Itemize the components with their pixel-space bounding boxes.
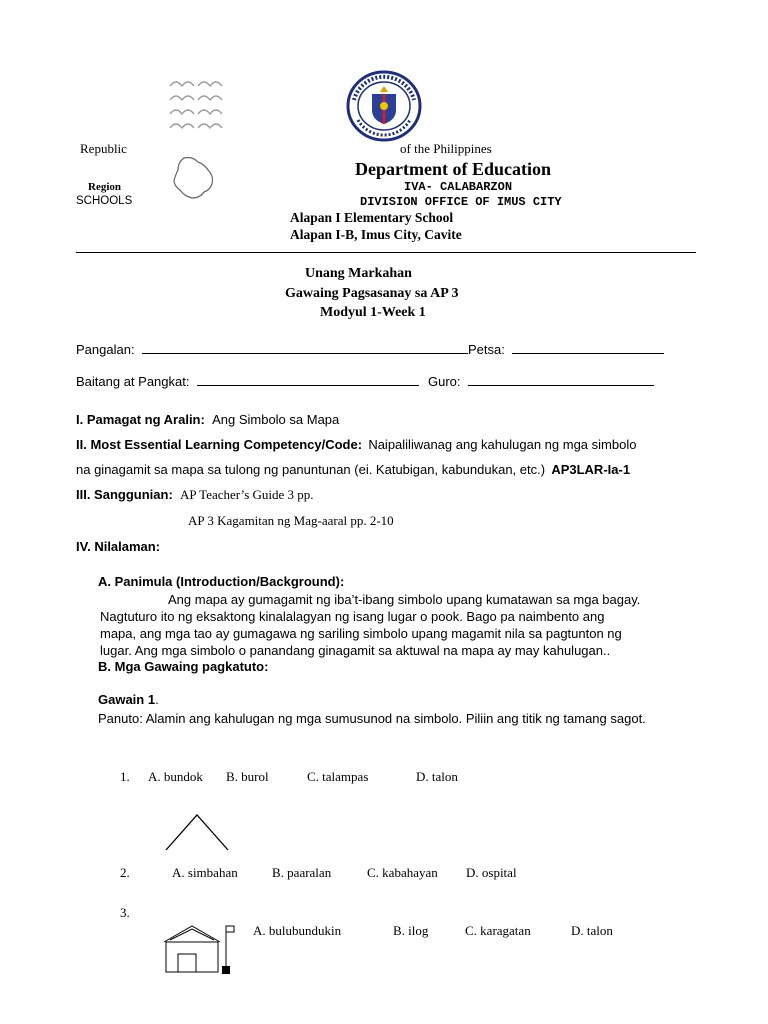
grade-label: Baitang at Pangkat: — [76, 374, 190, 389]
deped-seal-icon — [346, 70, 422, 142]
teacher-field[interactable] — [428, 374, 654, 389]
q1-choice-c[interactable]: C. talampas — [307, 769, 369, 784]
section-2-value-line2: na ginagamit sa mapa sa tulong ng panuntunan (ei. Katubigan, kabundukan, etc.) — [76, 462, 546, 477]
quarter-title: Unang Markahan — [305, 266, 412, 281]
reference-2: AP 3 Kagamitan ng Mag-aaral pp. 2-10 — [188, 513, 394, 528]
question-3-number: 3. — [120, 905, 130, 920]
q3-choice-d[interactable]: D. talon — [571, 923, 613, 938]
republic-right-text: of the Philippines — [400, 141, 492, 156]
date-label: Petsa: — [468, 342, 505, 357]
q2-choice-b[interactable]: B. paaralan — [272, 865, 332, 880]
competency-code: AP3LAR-Ia-1 — [551, 462, 631, 477]
reference-1: AP Teacher’s Guide 3 pp. — [180, 487, 314, 502]
gawain-title — [98, 692, 159, 707]
school-name: Alapan I Elementary School — [290, 210, 454, 225]
republic-left-text: Republic — [80, 141, 127, 156]
activities-heading: B. Mga Gawaing pagkatuto: — [98, 659, 269, 674]
name-field[interactable] — [76, 342, 468, 357]
school-address: Alapan I-B, Imus City, Cavite — [290, 227, 462, 242]
q1-choice-d[interactable]: D. talon — [416, 769, 458, 784]
section-2-value-line1: Naipaliliwanag ang kahulugan ng mga simbolo — [368, 437, 637, 452]
q3-choice-c[interactable]: C. karagatan — [465, 923, 531, 938]
intro-line-2: Nagtuturo ito ng eksaktong kinalalagyan ng isang lugar o pook. Bago pa naimbento ang — [100, 609, 605, 624]
region-name: IVA- CALABARZON — [404, 180, 513, 194]
department-title: Department of Education — [355, 159, 551, 179]
gawain-period: . — [155, 692, 159, 707]
grade-blank[interactable] — [197, 374, 419, 386]
section-competency-row-2 — [76, 462, 630, 478]
q1-choice-a[interactable]: A. bundok — [148, 769, 203, 784]
section-title-row — [76, 412, 339, 428]
instructions-text: Panuto: Alamin ang kahulugan ng mga sumusunod na simbolo. Piliin ang titik ng tamang sagot. — [98, 711, 646, 726]
waves-icon — [166, 72, 234, 132]
question-1-number: 1. — [120, 769, 130, 784]
section-references-row — [76, 487, 314, 503]
section-4-label: IV. Nilalaman: — [76, 539, 161, 554]
date-field[interactable] — [468, 342, 664, 357]
section-2-label: II. Most Essential Learning Competency/Code: — [76, 437, 363, 452]
q3-choice-a[interactable]: A. bulubundukin — [253, 923, 342, 938]
q2-choice-a[interactable]: A. simbahan — [172, 865, 238, 880]
school-symbol-icon — [160, 920, 238, 976]
intro-line-1: Ang mapa ay gumagamit ng iba’t-ibang simbolo upang kumatawan sa mga bagay. — [168, 592, 641, 607]
section-competency-row — [76, 437, 636, 453]
gawain-label: Gawain 1 — [98, 692, 156, 707]
philippines-map-icon — [170, 154, 218, 202]
section-1-label: I. Pamagat ng Aralin: — [76, 412, 205, 427]
q2-choice-c[interactable]: C. kabahayan — [367, 865, 438, 880]
q2-choice-d[interactable]: D. ospital — [466, 865, 517, 880]
section-1-value: Ang Simbolo sa Mapa — [212, 412, 340, 427]
header-divider — [76, 252, 696, 253]
grade-field[interactable] — [76, 374, 419, 389]
intro-line-3: mapa, ang mga tao ay gumagawa ng sariling simbolo upang magamit nila sa pagtunton ng — [100, 626, 622, 641]
name-blank[interactable] — [142, 342, 468, 354]
teacher-blank[interactable] — [468, 374, 654, 386]
name-label: Pangalan: — [76, 342, 135, 357]
intro-line-4: lugar. Ang mga simbolo o panandang ginagamit sa aktuwal na mapa ay may kahulugan.. — [100, 643, 611, 658]
module-title: Modyul 1-Week 1 — [320, 305, 426, 320]
q3-choice-b[interactable]: B. ilog — [393, 923, 429, 938]
date-blank[interactable] — [512, 342, 664, 354]
activity-title: Gawaing Pagsasanay sa AP 3 — [285, 286, 459, 301]
q1-choice-b[interactable]: B. burol — [226, 769, 269, 784]
schools-label: SCHOOLS — [76, 195, 133, 207]
section-3-label: III. Sanggunian: — [76, 487, 173, 502]
intro-heading: A. Panimula (Introduction/Background): — [98, 574, 345, 589]
mountain-symbol-icon — [164, 812, 230, 852]
region-label: Region — [88, 181, 121, 193]
question-2-number: 2. — [120, 865, 130, 880]
teacher-label: Guro: — [428, 374, 461, 389]
division-name: DIVISION OFFICE OF IMUS CITY — [360, 195, 562, 209]
intro-paragraph — [100, 591, 690, 659]
